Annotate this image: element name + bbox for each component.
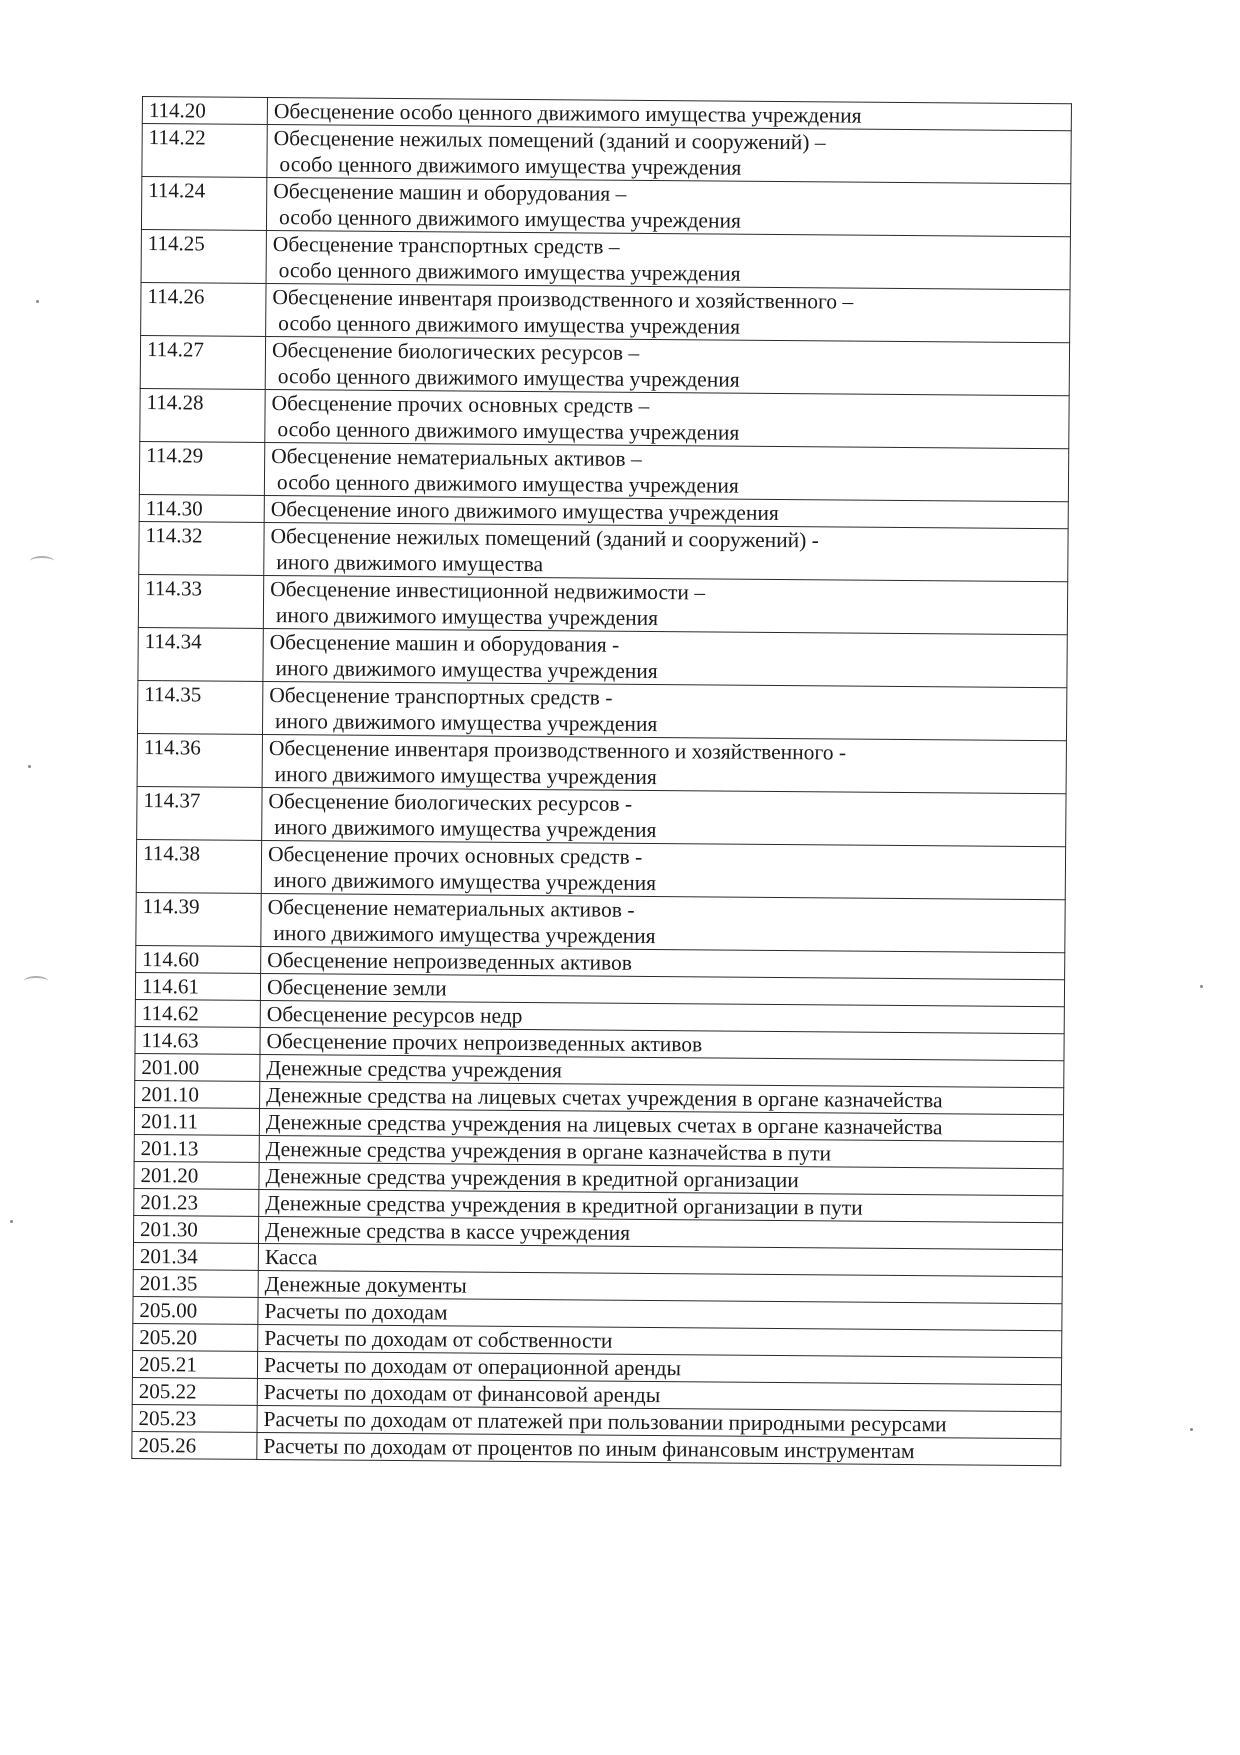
account-name [261,893,1065,952]
account-name-line: особо ценного движимого имущества учреждения [277,417,740,445]
account-name-line: Расчеты по доходам от операционной аренды [263,1352,682,1381]
account-name-line: Обесценение биологических ресурсов – [271,338,640,365]
account-code: 205.23 [132,1404,257,1432]
table-row [142,124,1071,184]
account-name-line: Денежные средства учреждения [266,1056,563,1083]
account-name-line: Расчеты по доходам от процентов по иным финансовым инструментам [263,1433,915,1464]
account-code: 114.28 [140,388,265,442]
account-code: 205.21 [132,1350,257,1378]
account-name-line: Обесценение машин и оборудования – [273,179,627,206]
table-row [137,733,1066,793]
account-code: 114.29 [139,441,264,495]
account-name-line: Касса [264,1245,318,1270]
account-name [263,575,1067,634]
accounts-table [131,96,1072,1466]
account-name-line: Расчеты по доходам от финансовой аренды [263,1379,661,1408]
account-code: 201.34 [133,1242,258,1270]
table-row [137,786,1066,846]
account-name [264,442,1068,501]
table-row [141,177,1070,237]
table-row [141,282,1070,342]
account-code: 114.62 [135,999,260,1027]
table-row [139,441,1068,501]
account-name-line: особо ценного движимого имущества учреждения [278,311,741,339]
account-name-line: Денежные средства учреждения в органе казначейства в пути [265,1137,832,1166]
account-name [262,787,1066,846]
account-code: 201.30 [133,1215,258,1243]
account-code: 114.33 [138,574,263,628]
account-name-line: Обесценение инвестиционной недвижимости – [270,577,706,605]
account-name-line: Обесценение прочих основных средств - [267,842,643,869]
account-name-line: Обесценение нежилых помещений (зданий и сооружений) - [270,524,819,553]
account-name [257,1432,1061,1465]
scan-artifact-dot [1190,1428,1193,1431]
account-code: 114.38 [136,839,261,893]
account-name-line: иного движимого имущества учреждения [275,603,659,631]
account-code: 114.36 [137,733,262,787]
account-code: 201.35 [133,1269,258,1297]
account-name-line: особо ценного движимого имущества учреждения [278,205,742,233]
account-code: 201.13 [134,1134,259,1162]
table-row [141,229,1070,289]
accounts-table-body [132,97,1072,1466]
account-name-line: Обесценение биологических ресурсов - [268,789,633,816]
account-code: 114.24 [141,177,266,231]
account-code: 114.32 [139,521,264,575]
account-code: 205.00 [133,1296,258,1324]
account-name-line: Денежные средства учреждения в кредитной организации в пути [265,1191,863,1220]
account-name-line: иного движимого имущества [276,550,544,577]
account-name-line: иного движимого имущества учреждения [274,815,657,843]
account-name [262,681,1066,740]
account-name-line: Обесценение ресурсов недр [266,1002,523,1029]
account-name-line: Обесценение особо ценного движимого имущества учреждения [273,99,862,128]
account-name-line: Обесценение прочих непроизведенных активов [266,1029,703,1057]
scan-artifact-mark [24,976,48,986]
account-code: 114.27 [140,335,265,389]
account-name [267,124,1071,183]
account-name-line: особо ценного движимого имущества учреждения [277,364,740,392]
account-name-line: особо ценного движимого имущества учреждения [279,152,742,180]
account-code: 201.00 [135,1053,260,1081]
account-code: 114.63 [135,1026,260,1054]
account-name-line: Денежные документы [264,1272,467,1298]
account-name-line: Денежные средства на лицевых счетах учреждения в органе казначейства [266,1083,943,1113]
account-code: 201.23 [134,1188,259,1216]
account-code: 205.26 [132,1431,257,1459]
account-name-line: Обесценение иного движимого имущества учреждения [270,497,779,526]
account-code: 114.22 [142,124,267,178]
scan-artifact-dot [28,765,31,768]
account-name-line: Обесценение инвентаря производственного и хозяйственного - [268,736,847,765]
account-code: 114.34 [138,627,263,681]
scan-artifact-dot [1200,985,1203,988]
table-row [136,839,1065,899]
account-table-sheet [131,96,1072,1466]
account-code: 205.20 [133,1323,258,1351]
account-code: 205.22 [132,1377,257,1405]
account-name-line: Расчеты по доходам от собственности [264,1325,613,1353]
account-code: 201.20 [134,1161,259,1189]
account-name [266,283,1070,342]
account-name-line: Обесценение непроизведенных активов [267,948,633,975]
account-name-line: Обесценение нематериальных активов – [271,444,642,471]
account-name [263,628,1067,687]
account-code: 114.35 [137,680,262,734]
account-name-line: Обесценение прочих основных средств – [271,391,650,418]
account-name-line: Денежные средства в кассе учреждения [265,1218,631,1245]
account-name [261,840,1065,899]
scan-artifact-mark [30,556,54,566]
account-name-line: Денежные средства учреждения в кредитной организации [265,1164,799,1193]
account-code: 114.30 [139,494,264,522]
account-name-line: Обесценение нематериальных активов - [267,895,635,922]
account-name-line: Обесценение транспортных средств - [269,683,613,710]
account-name [266,230,1070,289]
account-name-line: Обесценение нежилых помещений (зданий и сооружений) – [273,126,826,155]
table-row [137,680,1066,740]
account-code: 114.20 [142,97,267,125]
account-name [264,522,1068,581]
account-name-line: иного движимого имущества учреждения [273,921,656,949]
table-row [138,574,1067,634]
account-code: 114.26 [141,282,266,336]
table-row [140,335,1069,395]
account-name-line: Обесценение инвентаря производственного и хозяйственного – [272,285,854,314]
account-name [266,177,1070,236]
account-name-line: иного движимого имущества учреждения [274,762,657,790]
account-code: 114.60 [136,945,261,973]
account-code: 201.10 [135,1080,260,1108]
account-code: 114.37 [137,786,262,840]
account-code: 114.39 [136,892,261,946]
account-code: 114.25 [141,229,266,283]
table-row [138,627,1067,687]
account-name-line: Денежные средства учреждения на лицевых счетах в органе казначейства [265,1110,943,1140]
account-name-line: Обесценение земли [266,975,447,1001]
account-name-line: особо ценного движимого имущества учреждения [276,470,739,498]
table-row [136,892,1065,952]
scan-artifact-dot [10,1220,13,1223]
account-name-line: Расчеты по доходам от платежей при пользовании природными ресурсами [263,1406,947,1437]
account-name-line: иного движимого имущества учреждения [275,656,658,684]
table-row [140,388,1069,448]
table-row [139,521,1068,581]
scan-artifact-dot [36,300,39,303]
account-name-line: особо ценного движимого имущества учреждения [278,258,741,286]
account-name-line: Расчеты по доходам [264,1298,448,1325]
account-name-line: Обесценение транспортных средств – [272,232,620,259]
account-name-line: иного движимого имущества учреждения [273,868,657,896]
account-code: 114.61 [135,972,260,1000]
account-name [265,389,1069,448]
account-name [265,336,1069,395]
account-name-line: Обесценение машин и оборудования - [269,630,620,657]
account-code: 201.11 [134,1107,259,1135]
account-name [262,734,1066,793]
account-name-line: иного движимого имущества учреждения [275,709,658,737]
